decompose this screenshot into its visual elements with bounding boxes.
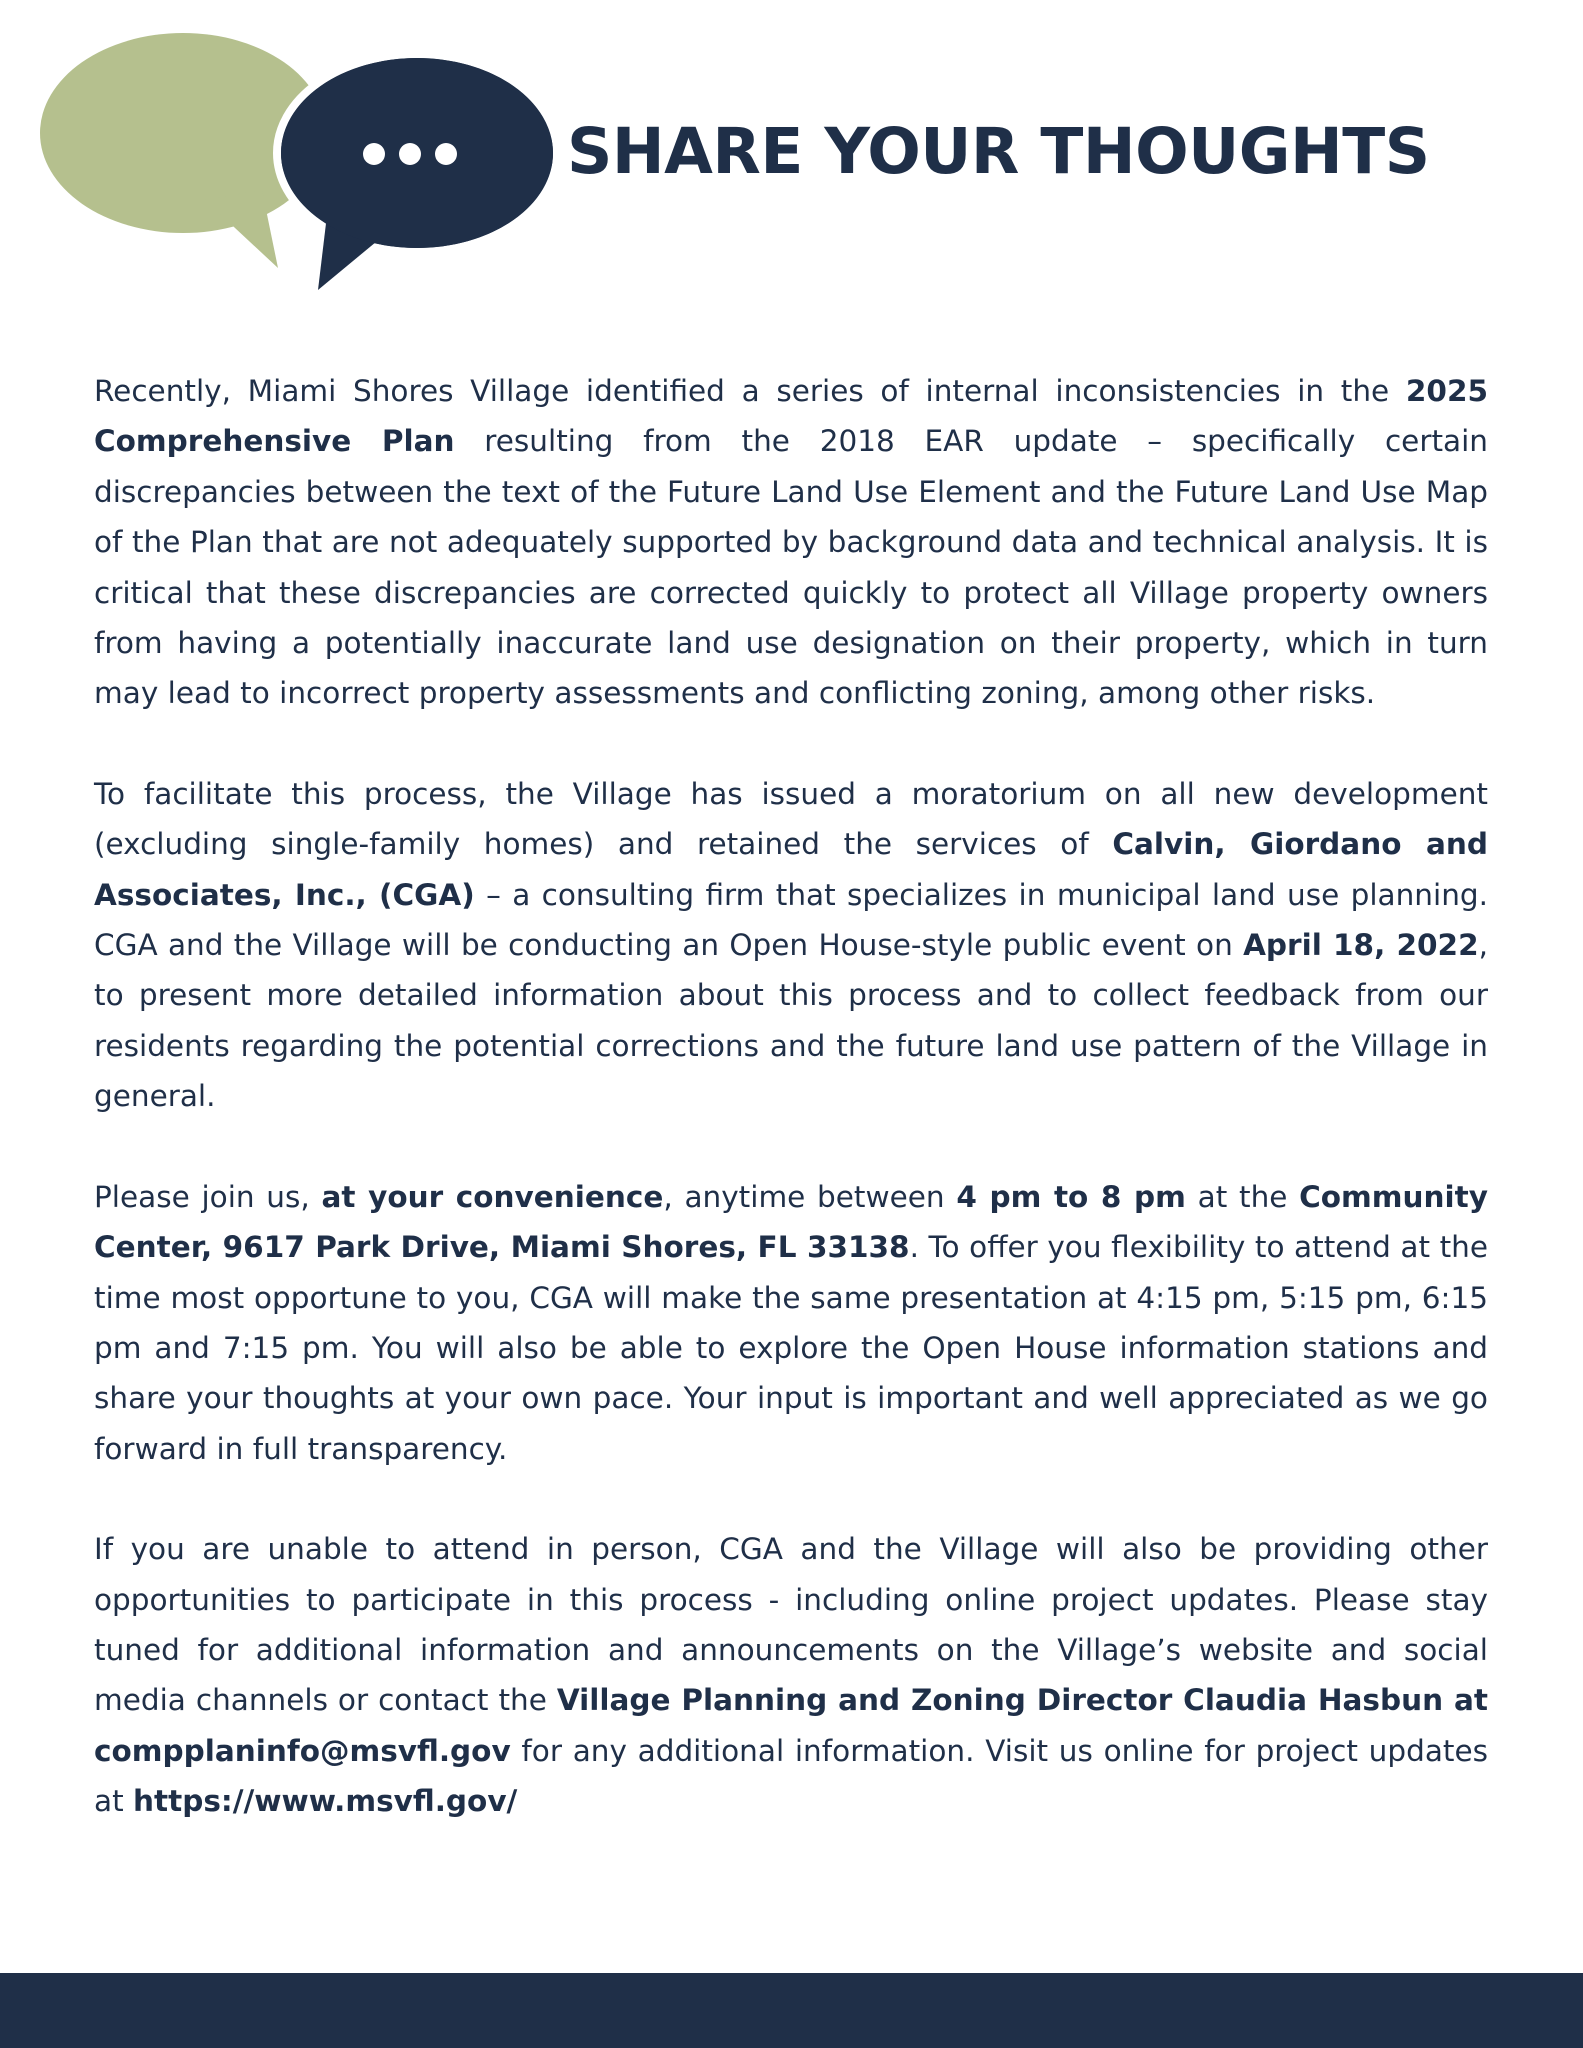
contact-email-link[interactable]: Village Planning and Zoning Director Claudia Hasbun at compplaninfo@msvfl.gov — [94, 1683, 1488, 1768]
ellipsis-dots-icon — [363, 143, 457, 165]
paragraph-event-details — [94, 1172, 1488, 1474]
header — [0, 0, 1583, 320]
footer-bar — [0, 1973, 1583, 2048]
paragraph-text: at the — [1185, 1179, 1300, 1214]
event-time-highlight: 4 pm to 8 pm — [956, 1179, 1186, 1214]
paragraph-text: . To offer you flexibility to attend at the time most opportune to you, CGA will make the same presentation at 4:15 pm, 5:15 pm, 6:15 pm and 7:15 pm. You will also be able to explore the Open House information stations and share your thoughts at your own pace. Your input is important and well appreciated as we go forward in full transparency. — [94, 1230, 1488, 1466]
paragraph-text: Recently, Miami Shores Village identified a series of internal inconsistencies in the — [94, 374, 1406, 408]
paragraph-text: resulting from the 2018 EAR update – specifically certain discrepancies between the text of the Future Land Use Element and the Future Land Use Map of the Plan that are not adequately supported by background data and technical analysis. It is critical that these discrepancies are corrected quickly to protect all Village property owners from having a potentially inaccurate land use designation on their property, which in turn may lead to incorrect property assessments and conflicting zoning, among other risks. — [94, 424, 1488, 711]
paragraph-contact — [94, 1524, 1488, 1826]
convenience-highlight: at your convenience — [321, 1179, 664, 1214]
paragraph-text: – a consulting firm that specializes in municipal land use planning. CGA and the Village will be conducting an Open House-style public event on — [94, 877, 1488, 963]
event-location-highlight: Community Center, 9617 Park Drive, Miami Shores, FL 33138 — [94, 1179, 1488, 1265]
paragraph-comprehensive-plan — [94, 366, 1488, 719]
consultant-name-highlight: Calvin, Giordano and Associates, Inc., (CGA) — [94, 827, 1488, 912]
body-text — [94, 366, 1488, 1827]
page-title: SHARE YOUR THOUGHTS — [567, 115, 1430, 188]
speech-bubbles-icon — [0, 0, 560, 300]
paragraph-text: , anytime between — [663, 1179, 957, 1214]
paragraph-text: for any additional information. Visit us online for project updates at — [94, 1733, 1488, 1819]
paragraph-text: , to present more detailed information about this process and to collect feedback from our residents regarding the potential corrections and the future land use pattern of the Village in general. — [94, 928, 1488, 1114]
paragraph-text: To facilitate this process, the Village has issued a moratorium on all new development (excluding single-family homes) and retained the services of — [94, 776, 1488, 862]
paragraph-text: If you are unable to attend in person, CGA and the Village will also be providing other opportunities to participate in this process - including online project updates. Please stay tuned for additional information and announcements on the Village’s website and social media channels or contact the — [94, 1532, 1488, 1718]
website-link[interactable]: https://www.msvfl.gov/ — [133, 1784, 518, 1819]
speech-bubble-navy-icon — [277, 54, 557, 290]
paragraph-moratorium — [94, 769, 1488, 1122]
plan-name-highlight: 2025 Comprehensive Plan — [94, 374, 1488, 459]
paragraph-text: Please join us, — [94, 1179, 322, 1214]
event-date-highlight: April 18, 2022 — [1243, 928, 1479, 963]
